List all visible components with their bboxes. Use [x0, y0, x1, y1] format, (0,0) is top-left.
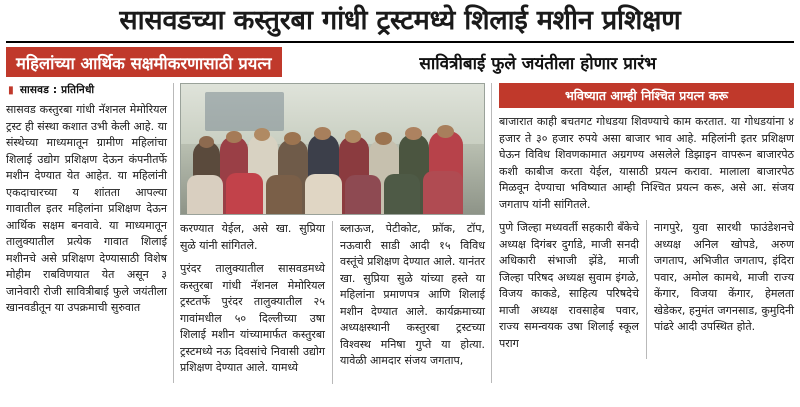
column-right: [492, 83, 794, 383]
photo-person: [187, 175, 223, 214]
subheadline-right: सावित्रीबाई फुले जयंतीला होणार प्रारंभ: [282, 47, 794, 77]
photo-person: [423, 171, 462, 214]
paragraph: करण्यात येईल, असे खा. सुप्रिया सुळे यांनी सांगितले.: [180, 222, 325, 252]
photo-person: [226, 173, 262, 215]
photo-person: [266, 175, 302, 214]
right-subcolumn-left: [499, 220, 647, 359]
photo-person-head: [284, 132, 301, 145]
right-subcolumns: [499, 220, 794, 359]
right-subcolumn-right: [654, 220, 794, 359]
photo-person-head: [226, 131, 241, 143]
paragraph: नागपुरे, युवा सारथी फाउंडेशनचे अध्यक्ष अनिल खोपडे, अरुण जगताप, अभिजीत जगताप, इंदिरा पवार, अमोल कामथे, माजी राज्य केंगार, विजया केंगार, हेमलता खेडेकर, हनुमंत जगनसाड, कुमुदिनी पांढरे आदी उपस्थित होते.: [654, 221, 794, 334]
photo-person-head: [437, 125, 454, 138]
subheadline-left: महिलांच्या आर्थिक सक्षमीकरणासाठी प्रयत्न: [6, 47, 282, 77]
paragraph: सासवड कस्तुरबा गांधी नॅशनल मेमोरियल ट्रस्ट ही संस्था कशात उभी केली आहे. या संस्थेच्या माध्यमातून ग्रामीण महिलांचा शिलाई उद्योग प्रशिक्षण देऊन कंपनीतर्फे मशीन देण्यात येत आहेत. या महिलांनी एकदाचारच्या य शांतता आपल्या गावातील इतर महिलांना प्रशिक्षण देऊन आर्थिक सक्षम बनवावे. या माध्यमातून तालुक्यातील प्रत्येक गावात शिलाई मशीनचे असे प्रशिक्षण देण्यासाठी विशेष मोहीम राबविणयात येत असून ३ जानेवारी रोजी सावित्रीबाई फुले जयंतीला खानवडीतून या उपक्रमाची सुरुवात: [6, 103, 167, 315]
column-middle: [174, 83, 492, 383]
byline: [8, 83, 167, 97]
middle-subcolumns: [180, 221, 485, 384]
photo-banner: [205, 92, 284, 131]
page-title: सासवडच्या कस्तुरबा गांधी ट्रस्टमध्ये शिलाई मशीन प्रशिक्षण: [119, 5, 681, 36]
subheadline-bar: [6, 47, 794, 77]
photo-person-head: [375, 132, 392, 145]
photo-person: [384, 174, 420, 214]
paragraph: पुरंदर तालुक्यातील सासवडमध्ये कस्तुरबा गांधी नॅशनल मेमोरियल ट्रस्टतर्फे पुरंदर तालुक्यातील २५ गावांमधील ५० दिल्लीच्या उषा शिलाई मशीन यांच्यामार्फत कस्तुरबा ट्रस्टमध्ये नऊ दिवसांचे निवासी उद्योग प्रशिक्षण देण्यात आले. यामध्ये: [180, 262, 325, 375]
photo-person: [345, 175, 381, 214]
photo-person-head: [345, 130, 362, 143]
middle-subcolumn-right: [340, 221, 485, 384]
paragraph: पुणे जिल्हा मध्यवर्ती सहकारी बँकेचे अध्यक्ष दिगंबर दुर्गाडे, माजी सनदी अधिकारी संभाजी झेंडे, माजी जिल्हा परिषद अध्यक्ष सुवाम इंगळे, विजय काकडे, साहित्य परिषदेचे माजी अध्यक्ष रावसाहेब पवार, राज्य समन्वयक उषा शिलाई स्कूल पराग: [499, 221, 639, 350]
group-photo: [180, 83, 485, 215]
photo-person: [305, 174, 341, 214]
byline-text: सासवड : प्रतिनिधी: [19, 84, 95, 97]
column-left: [6, 83, 174, 383]
photo-person-head: [405, 127, 422, 140]
paragraph: ब्लाऊज, पेटीकोट, फ्रॉक, टॉप, नऊवारी साडी आदी १५ विविध वस्तूंचे प्रशिक्षण देण्यात आले. यानंतर खा. सुप्रिया सुळे यांच्या हस्ते या महिलांना प्रमाणपत्र आणि शिलाई मशीन देण्यात आले. कार्यक्रमाच्या अध्यक्षस्थानी कस्तुरबा ट्रस्टच्या विश्वस्थ मनिषा गुप्ते या होत्या. यावेळी आमदार संजय जगताप,: [340, 222, 485, 368]
byline-bullet-icon: ▮: [8, 84, 14, 97]
header-divider: [6, 41, 794, 43]
article-body: [6, 83, 794, 383]
highlight-box-text: बाजारात काही बचतगट गोधडया शिवण्याचे काम करतात. या गोधडयांना ४ हजार ते ३० हजार रुपये असा बाजार भाव आहे. महिलांनी इतर प्रशिक्षण घेऊन विविध शिवणकामात अग्रगण्य असलेले डिझाइन वापरून बाजारपेठ कशी काबीज करता येईल, यासाठी प्रयत्न करावा. मालाला बाजारपेठ मिळवून देण्याचा भविष्यात आम्ही निश्चित प्रयत्न करू, असे आ. संजय जगताप यांनी सांगितले.: [499, 115, 794, 211]
middle-subcolumn-left: [180, 221, 333, 384]
highlight-box-title: भविष्यात आम्ही निश्चित प्रयत्न करू: [499, 83, 794, 108]
